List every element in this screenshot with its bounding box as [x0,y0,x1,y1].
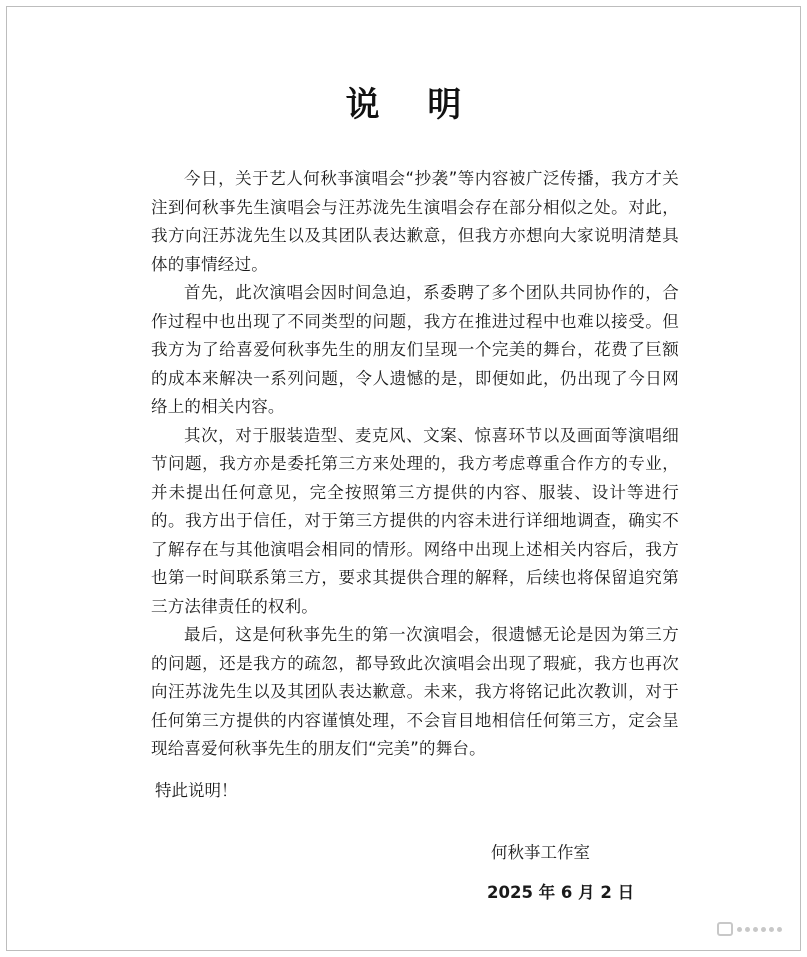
watermark-icon [717,922,782,936]
document-body [151,165,679,764]
document-page [6,6,801,951]
paragraph-3: 其次，对于服装造型、麦克风、文案、惊喜环节以及画面等演唱细节问题，我方亦是委托第三方来处理的，我方考虑尊重合作方的专业，并未提出任何意见，完全按照第三方提供的内容、服装、设计等进行的。我方出于信任，对于第三方提供的内容未进行详细地调查，确实不了解存在与其他演唱会相同的情形。网络中出现上述相关内容后，我方也第一时间联系第三方，要求其提供合理的解释，后续也将保留追究第三方法律责任的权利。 [151,425,679,616]
signature-studio: 何秋亊工作室 [491,843,590,862]
document-date: 2025 年 6 月 2 日 [487,883,635,902]
paragraph-4: 最后，这是何秋亊先生的第一次演唱会，很遗憾无论是因为第三方的问题，还是我方的疏忽，都导致此次演唱会出现了瑕疵，我方也再次向汪苏泷先生以及其团队表达歉意。未来，我方将铭记此次教训，对于任何第三方提供的内容谨慎处理，不会盲目地相信任何第三方，定会呈现给喜爱何秋亊先生的朋友们“完美”的舞台。 [151,625,679,758]
dots-icon [737,927,782,932]
paragraph-2: 首先，此次演唱会因时间急迫，系委聘了多个团队共同协作的，合作过程中也出现了不同类型的问题，我方在推进过程中也难以接受。但我方为了给喜爱何秋亊先生的朋友们呈现一个完美的舞台，花费了巨额的成本来解决一系列问题，令人遗憾的是，即便如此，仍出现了今日网络上的相关内容。 [151,283,679,416]
document-title: 说 明 [345,85,480,125]
box-icon [717,922,733,936]
paragraph-1: 今日，关于艺人何秋亊演唱会“抄袭”等内容被广泛传播，我方才关注到何秋亊先生演唱会与汪苏泷先生演唱会存在部分相似之处。对此，我方向汪苏泷先生以及其团队表达歉意，但我方亦想向大家说明清楚具体的事情经过。 [151,169,679,274]
closing-statement: 特此说明！ [155,781,238,800]
